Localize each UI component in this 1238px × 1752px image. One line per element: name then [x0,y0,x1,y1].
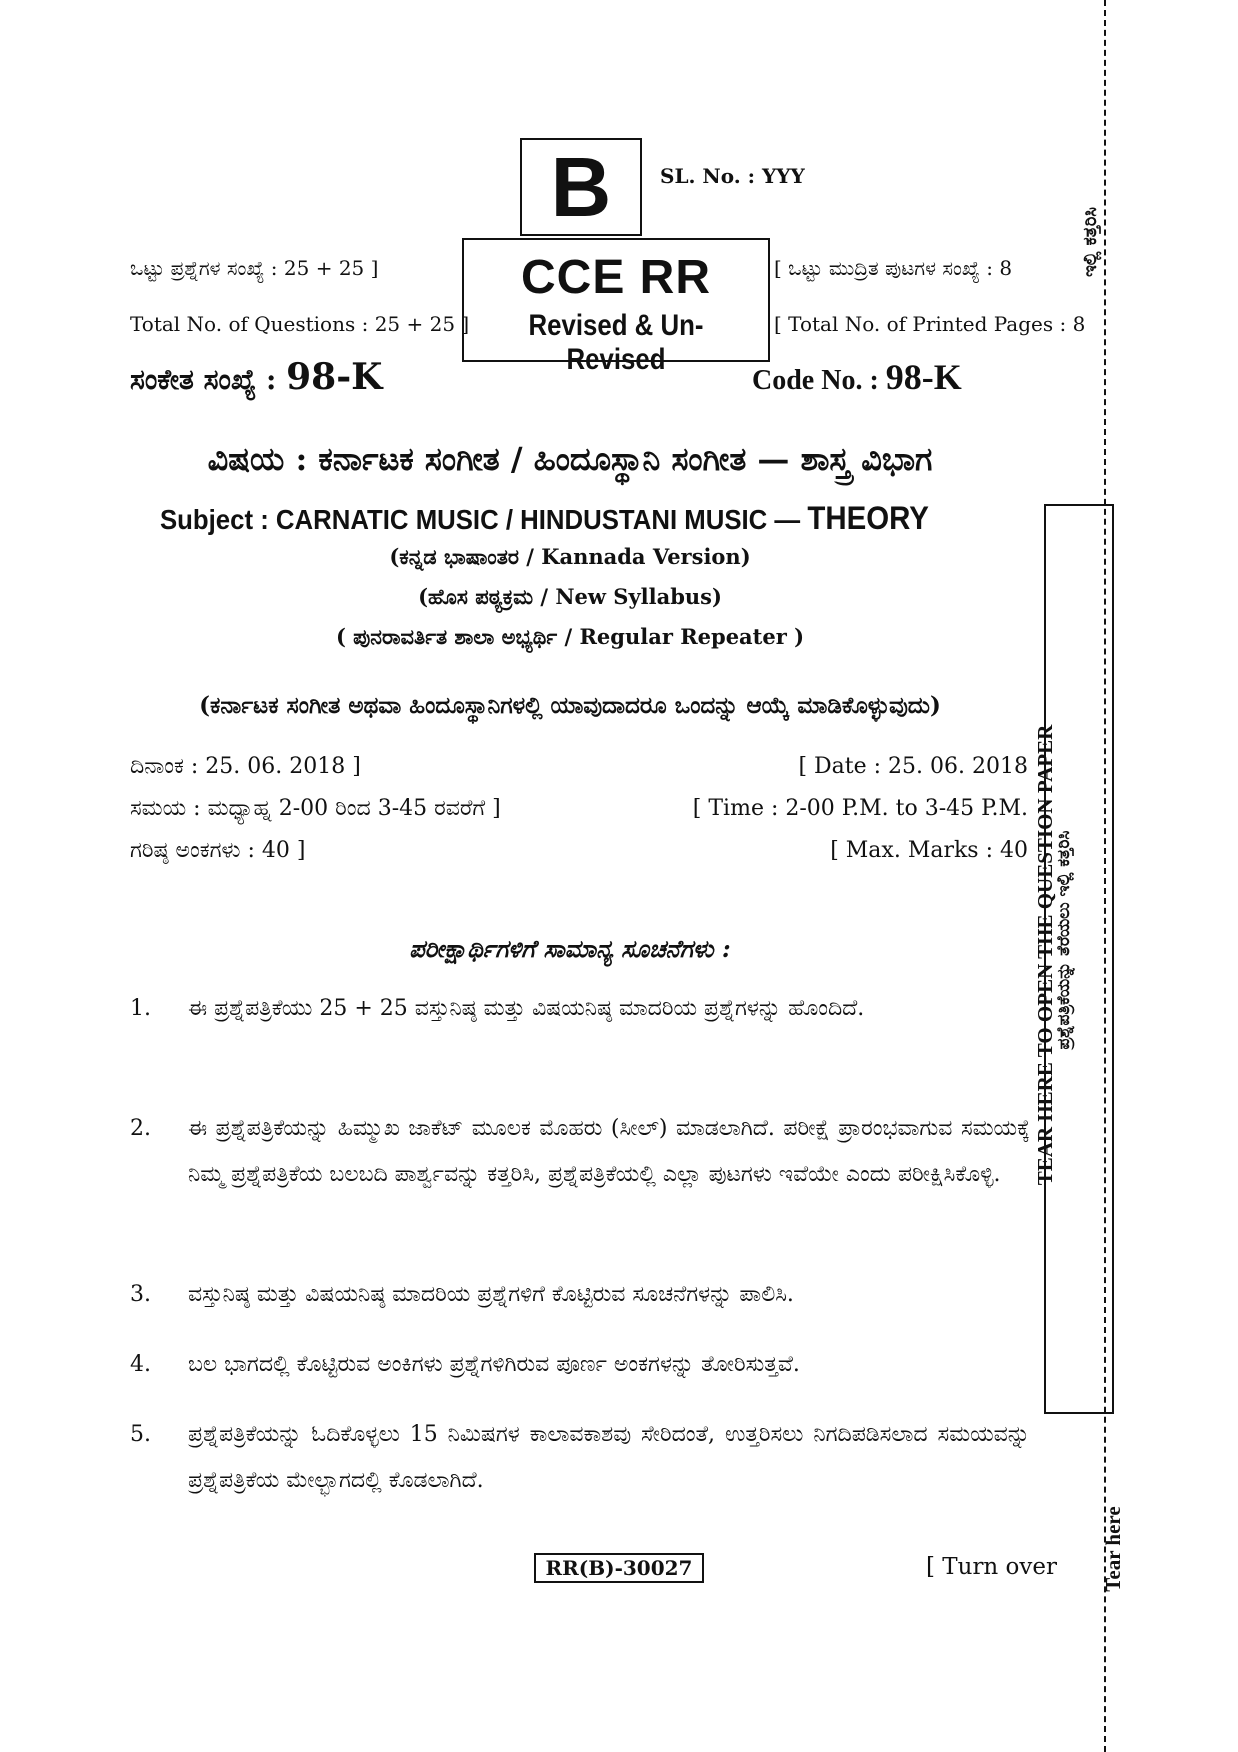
instruction-text: ಬಲ ಭಾಗದಲ್ಲಿ ಕೊಟ್ಟಿರುವ ಅಂಕಿಗಳು ಪ್ರಶ್ನೆಗಳಿಗಿರುವ ಪೂರ್ಣ ಅಂಕಗಳನ್ನು ತೋರಿಸುತ್ತವೆ. [188,1352,800,1377]
tear-kn-box: ಪ್ರಶ್ನೆಪತ್ರಿಕೆಯನ್ನು ತೆರೆಯಲು ಇಲ್ಲಿ ಕತ್ತರಿಸಿ [1054,830,1074,1050]
tear-kn-top: ಇಲ್ಲಿ ಕತ್ತರಿಸಿ [1080,207,1101,277]
turn-over: [ Turn over [926,1554,1058,1580]
instruction-text: ಈ ಪ್ರಶ್ನೆಪತ್ರಿಕೆಯು 25 + 25 ವಸ್ತುನಿಷ್ಠ ಮತ್ತು ವಿಷಯನಿಷ್ಠ ಮಾದರಿಯ ಪ್ರಶ್ನೆಗಳನ್ನು ಹೊಂದಿದೆ. [188,996,865,1021]
instruction-number: 2. [130,1116,151,1141]
syllabus-line: (ಹೊಸ ಪಠ್ಯಕ್ರಮ / New Syllabus) [418,584,722,609]
cce-subtitle: Revised & Un-Revised [528,309,704,376]
subject-en-theory: THEORY [807,500,929,536]
code-en-label: Code No. : [752,365,886,396]
code-kn-label: ಸಂಕೇತ ಸಂಖ್ಯೆ : [130,363,287,396]
total-pages-kn: [ ಒಟ್ಟು ಮುದ್ರಿತ ಪುಟಗಳ ಸಂಖ್ಯೆ : 8 [774,256,1013,280]
code-en-value: 98-K [885,357,962,397]
serial-number: SL. No. : YYY [660,164,805,188]
instruction-number: 4. [130,1352,151,1377]
tear-en-label: TEAR HERE TO OPEN THE QUESTION PAPER [1033,724,1057,1186]
tear-here-label: Tear here [1101,1506,1125,1592]
code-number-kn [130,356,382,398]
paper-code-box: RR(B)-30027 [534,1553,704,1583]
subject-en [160,500,929,537]
instruction-item [130,986,1030,1032]
version-line: (ಕನ್ನಡ ಭಾಷಾಂತರ / Kannada Version) [389,544,751,569]
marks-kn: ಗರಿಷ್ಠ ಅಂಕಗಳು : 40 ] [130,838,306,863]
code-kn-value: 98-K [286,356,383,398]
instruction-text: ಈ ಪ್ರಶ್ನೆಪತ್ರಿಕೆಯನ್ನು ಹಿಮ್ಮುಖ ಜಾಕೆಟ್ ಮೂಲಕ ಮೊಹರು (ಸೀಲ್) ಮಾಡಲಾಗಿದೆ. ಪರೀಕ್ಷೆ ಪ್ರಾರಂಭವಾಗುವ ಸಮಯಕ್ಕೆ ನಿಮ್ಮ ಪ್ರಶ್ನೆಪತ್ರಿಕೆಯ ಬಲಬದಿ ಪಾರ್ಶ್ವವನ್ನು ಕತ್ತರಿಸಿ, ಪ್ರಶ್ನೆಪತ್ರಿಕೆಯಲ್ಲಿ ಎಲ್ಲಾ ಪುಟಗಳು ಇವೆಯೇ ಎಂದು ಪರೀಕ್ಷಿಸಿಕೊಳ್ಳಿ. [188,1116,1030,1187]
instructions-title: ಪರೀಕ್ಷಾರ್ಥಿಗಳಿಗೆ ಸಾಮಾನ್ಯ ಸೂಚನೆಗಳು : [409,934,731,963]
instruction-item [130,1412,1030,1504]
instruction-text: ವಸ್ತುನಿಷ್ಠ ಮತ್ತು ವಿಷಯನಿಷ್ಠ ಮಾದರಿಯ ಪ್ರಶ್ನೆಗಳಿಗೆ ಕೊಟ್ಟಿರುವ ಸೂಚನೆಗಳನ್ನು ಪಾಲಿಸಿ. [188,1282,794,1307]
instruction-item [130,1106,1030,1198]
instruction-item [130,1342,1030,1388]
instruction-number: 5. [130,1422,151,1447]
instruction-text: ಪ್ರಶ್ನೆಪತ್ರಿಕೆಯನ್ನು ಓದಿಕೊಳ್ಳಲು 15 ನಿಮಿಷಗಳ ಕಾಲಾವಕಾಶವು ಸೇರಿದಂತೆ, ಉತ್ತರಿಸಲು ನಿಗದಿಪಡಿಸಲಾದ ಸಮಯವನ್ನು ಪ್ರಶ್ನೆಪತ್ರಿಕೆಯ ಮೇಲ್ಭಾಗದಲ್ಲಿ ಕೊಡಲಾಗಿದೆ. [188,1422,1030,1493]
subject-en-prefix: Subject : CARNATIC MUSIC / HINDUSTANI MUSIC — [160,504,808,535]
code-number-en [752,356,962,398]
date-kn: ದಿನಾಂಕ : 25. 06. 2018 ] [130,754,361,779]
total-questions-kn: ಒಟ್ಟು ಪ್ರಶ್ನೆಗಳ ಸಂಖ್ಯೆ : 25 + 25 ] [130,256,379,280]
instruction-number: 1. [130,996,151,1021]
total-questions-en: Total No. of Questions : 25 + 25 ] [130,312,470,336]
instruction-number: 3. [130,1282,151,1307]
cce-title: CCE RR [520,251,711,304]
series-letter: B [550,140,612,234]
date-en: [ Date : 25. 06. 2018 [798,754,1028,779]
candidate-line: ( ಪುನರಾವರ್ತಿತ ಶಾಲಾ ಅಭ್ಯರ್ಥಿ / Regular Repeater ) [335,624,805,649]
series-letter-box [520,138,642,236]
total-pages-en: [ Total No. of Printed Pages : 8 [774,312,1086,336]
cce-rr-box [462,238,770,376]
time-kn: ಸಮಯ : ಮಧ್ಯಾಹ್ನ 2-00 ರಿಂದ 3-45 ರವರೆಗೆ ] [130,796,501,821]
choice-note: (ಕರ್ನಾಟಕ ಸಂಗೀತ ಅಥವಾ ಹಿಂದೂಸ್ಥಾನಿಗಳಲ್ಲಿ ಯಾವುದಾದರೂ ಒಂದನ್ನು ಆಯ್ಕೆ ಮಾಡಿಕೊಳ್ಳುವುದು) [199,692,941,719]
marks-en: [ Max. Marks : 40 [830,838,1028,863]
instruction-item [130,1272,1030,1318]
subject-kn: ವಿಷಯ : ಕರ್ನಾಟಕ ಸಂಗೀತ / ಹಿಂದೂಸ್ಥಾನಿ ಸಂಗೀತ — ಶಾಸ್ತ್ರ ವಿಭಾಗ [207,440,933,478]
time-en: [ Time : 2-00 P.M. to 3-45 P.M. [692,796,1028,821]
